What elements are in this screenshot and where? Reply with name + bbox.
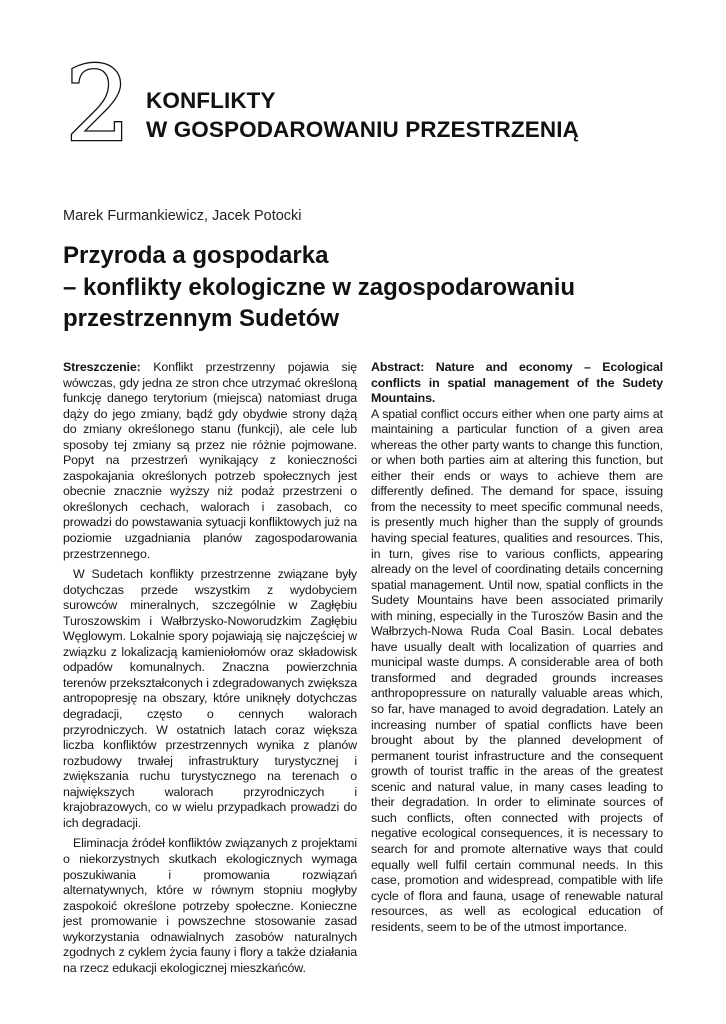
article-title bbox=[63, 240, 575, 335]
chapter-number: 2 bbox=[65, 52, 132, 152]
summary-paragraph-1 bbox=[63, 360, 357, 562]
article-title-line-1: Przyroda a gospodarka bbox=[63, 242, 329, 269]
summary-paragraph-2: W Sudetach konflikty przestrzenne związane były dotychczas przede wszystkim z wydobyciem surowców mineralnych, szczególnie w Zagłębiu Turoszowskim i Wałbrzysko-Noworudzkim Zagłębiu Węglowym. Lokalnie spory pojawiają się najczęściej w związku z lokalizacją kamieniołomów oraz składowisk odpadów komunalnych. Znaczna powierzchnia terenów przekształconych i zdegradowanych zwiększa antropopresję na obszary, które uniknęły dotychczas degradacji, często o cennych walorach przyrodniczych. W ostatnich latach coraz większa liczba konfliktów przestrzennych wynika z planów rozbudowy trwałej infrastruktury turystycznej i zwiększania ruchu turystycznego na terenach o największych walorach przyrodniczych i krajobrazowych, co w wielu przypadkach prowadzi do ich degradacji. bbox=[63, 567, 357, 830]
abstract-body: A spatial conflict occurs either when one party aims at maintaining a particular function of a given area whereas the other party wants to change this function, or when both parties aim at altering this function, but either their ends or ways to achieve them are differently defined. The demand for space, issuing from the necessity to meet specific communal needs, is presently much higher than the supply of grounds having special features, qualities and resources. This, in turn, gives rise to various conflicts, appearing already on the level of coordinating details concerning spatial management. Until now, spatial conflicts in the Sudety Mountains have been associated primarily with mining, especially in the Turoszów Basin and the Wałbrzych-Nowa Ruda Coal Basin. Local debates have usually dealt with localization of quarries and municipal waste dumps. A considerable area of both transformed and degraded grounds increases anthropopressure on naturally valuable areas which, so far, have managed to avoid degradation. Lately an increasing number of spatial conflicts have been brought about by the planned development of permanent tourist infrastructure and the consequent growth of tourist traffic in the areas of the greatest scenic and natural value, in many cases leading to their degradation. In order to eliminate sources of such conflicts, often connected with projects of negative ecological consequences, it is necessary to search for and promote alternative ways that could equally well fulfil certain communal needs. In this case, promotion and widespread, compatible with life cycle of flora and fauna, usage of renewable natural resources, as well as ecological education of residents, seem to be of the utmost importance. bbox=[371, 406, 663, 934]
article-title-line-3: przestrzennym Sudetów bbox=[63, 305, 340, 332]
chapter-title bbox=[146, 86, 579, 144]
summary-paragraph-3: Eliminacja źródeł konfliktów związanych z projektami o niekorzystnych skutkach ekologicznych wymaga poszukiwania i promowania rozwiązań alternatywnych, które w równym stopniu mogłyby zaspokoić określone potrzeby społeczne. Konieczne jest promowanie i powszechne stosowanie zasad wykorzystania odnawialnych zasobów naturalnych zgodnych z cyklem życia fauny i flory a także działania na rzecz edukacji ekologicznej mieszkańców. bbox=[63, 836, 357, 975]
abstract-title: Abstract: Nature and economy – Ecological conflicts in spatial management of the Sudety Mountains. bbox=[371, 360, 663, 406]
article-title-line-2: – konflikty ekologiczne w zagospodarowaniu bbox=[63, 273, 576, 301]
summary-p1-text: Konflikt przestrzenny pojawia się wówczas, gdy jedna ze stron chce utrzymać określoną funkcję danego terytorium (miejsca) natomiast druga dąży do jego zmiany, bądź gdy obydwie strony dążą do zmiany określonego stanu (funkcji), ale cele lub sposoby tej zmiany są przez nie różnie pojmowane. Popyt na przestrzeń wynikający z konieczności zaspokajania określonych potrzeb społecznych jest obecnie znacznie wyższy niż podaż przestrzeni o określonych cechach, walorach i zasobach, co prowadzi do powstawania sytuacji konfliktowych już na poziomie uzgadniania planów zagospodarowania przestrzennego. bbox=[63, 360, 357, 561]
chapter-title-line-1: KONFLIKTY bbox=[146, 88, 276, 113]
authors: Marek Furmankiewicz, Jacek Potocki bbox=[63, 208, 302, 224]
summary-polish bbox=[63, 360, 357, 976]
chapter-number-glyph bbox=[58, 52, 138, 152]
abstract-english bbox=[371, 360, 663, 935]
summary-label: Streszczenie: bbox=[63, 360, 141, 374]
chapter-title-line-2: W GOSPODAROWANIU PRZESTRZENIĄ bbox=[146, 117, 579, 142]
